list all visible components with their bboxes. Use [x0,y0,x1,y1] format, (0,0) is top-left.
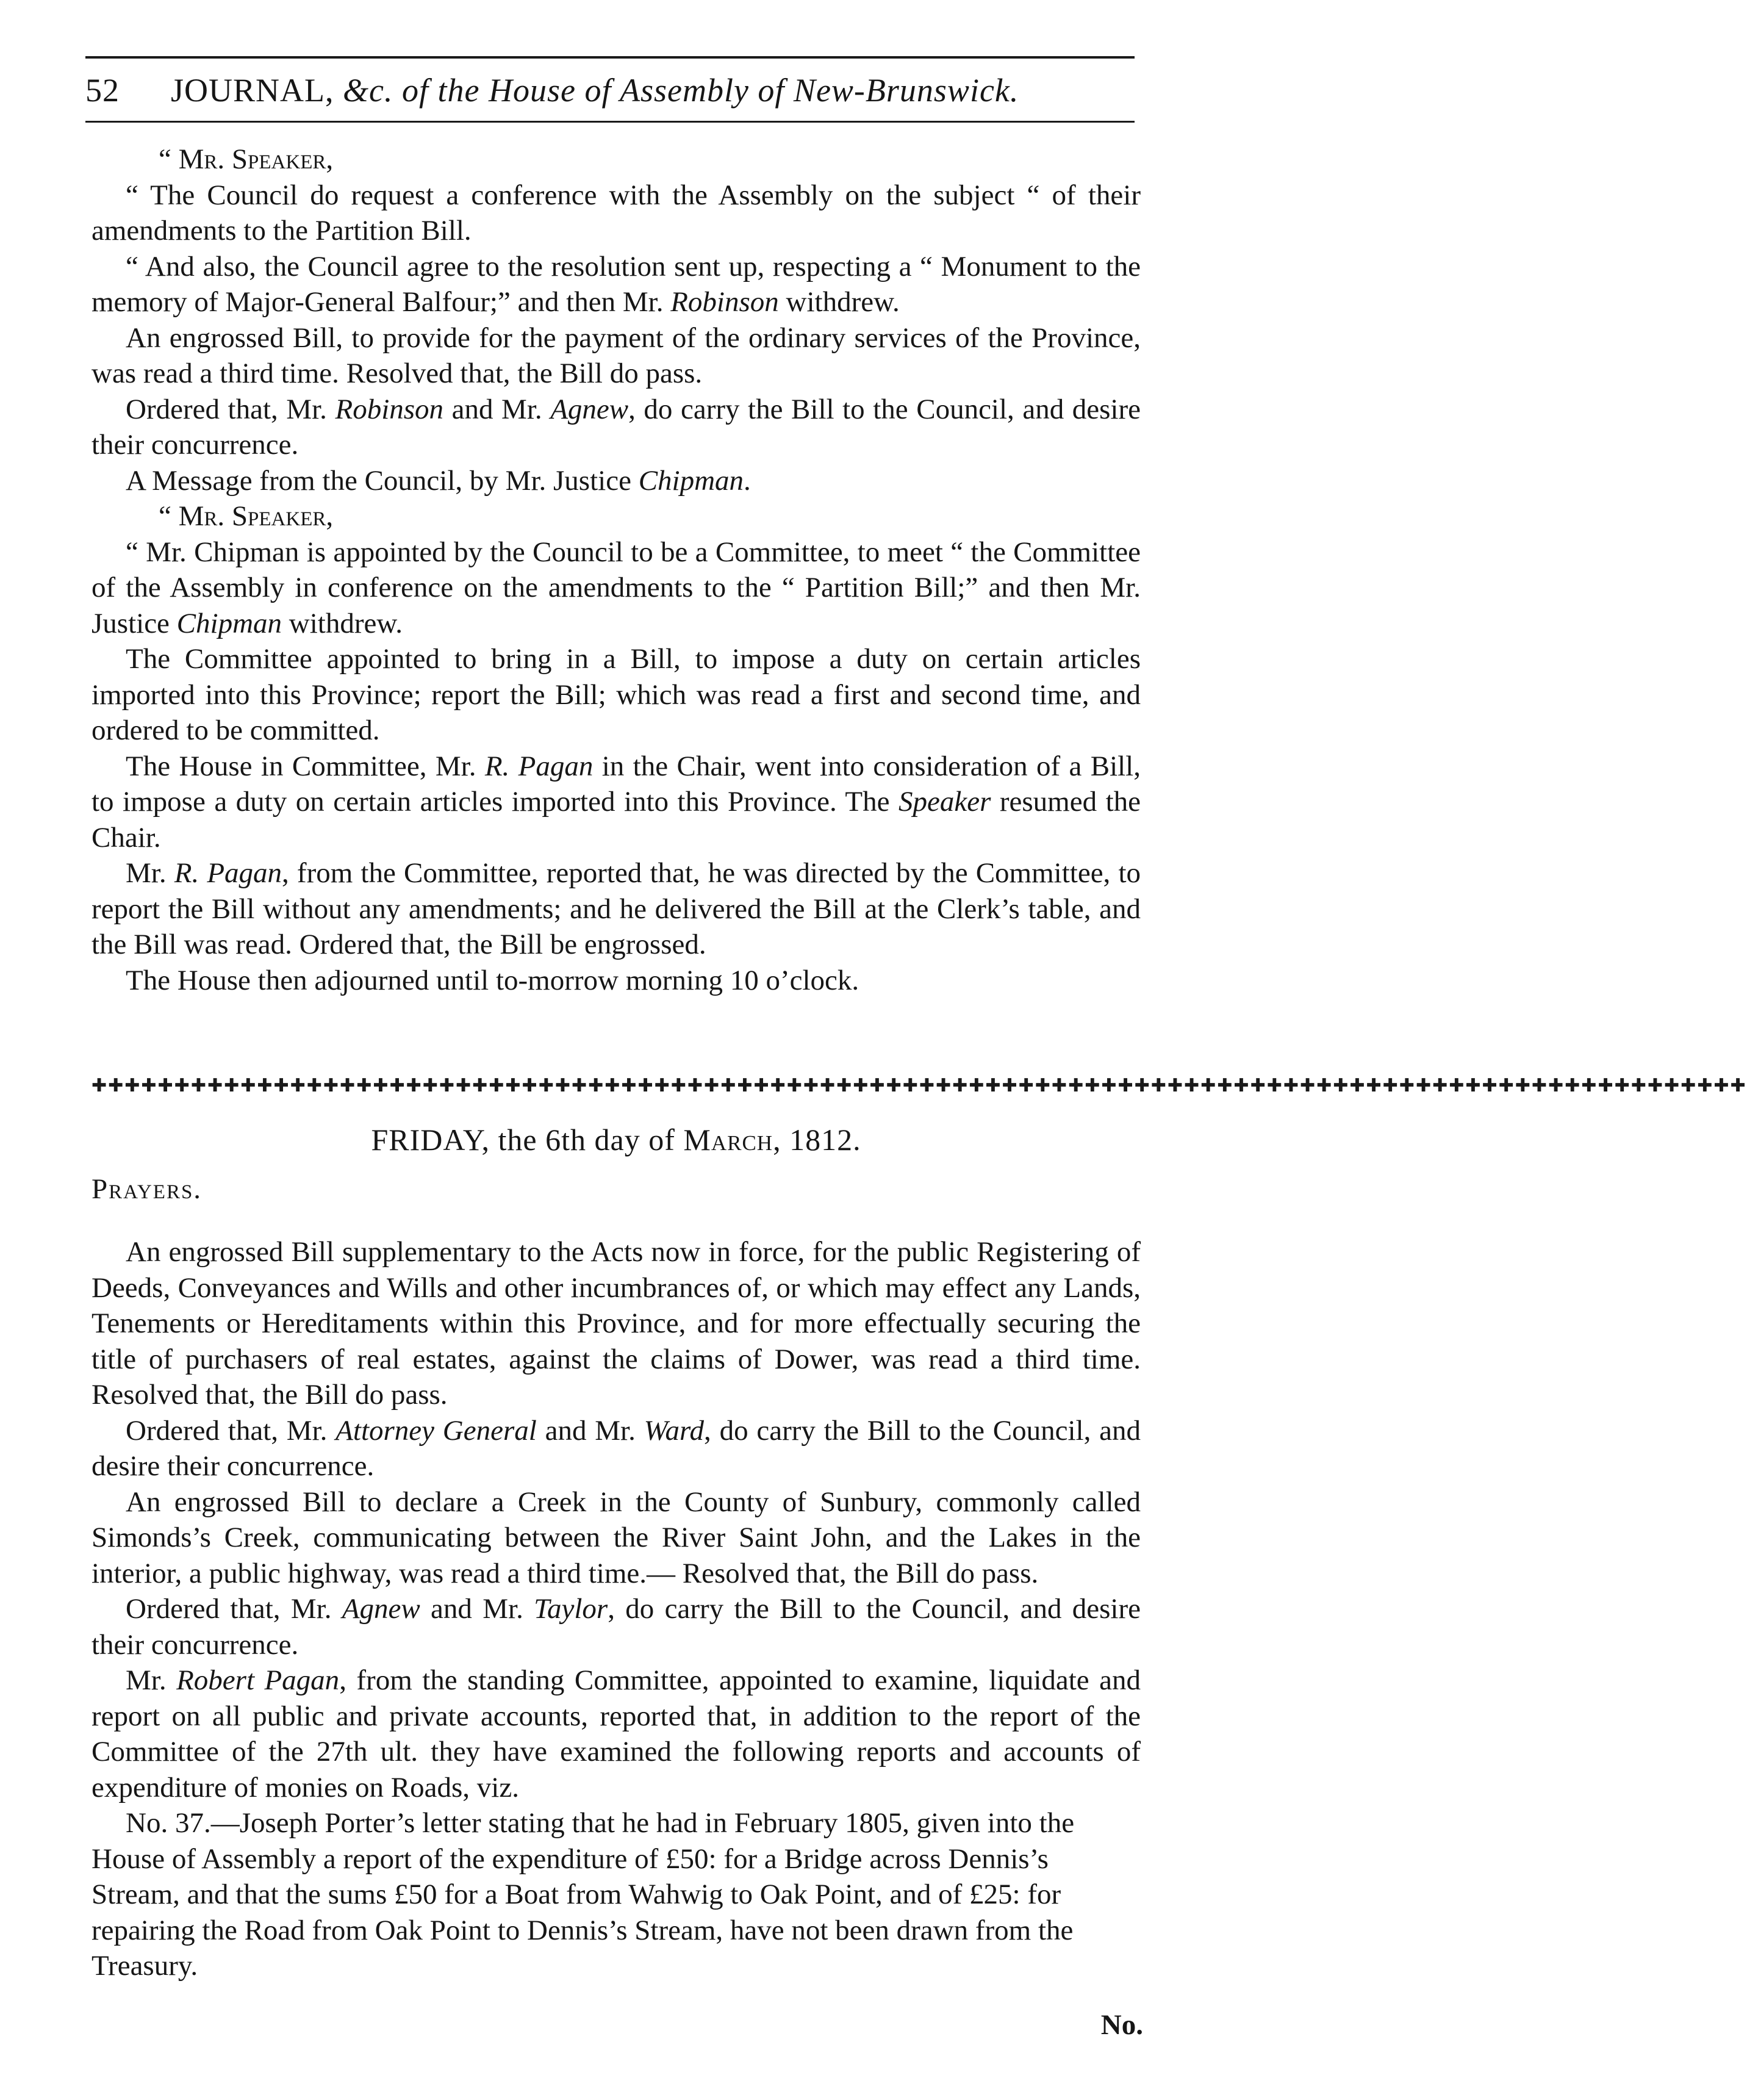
catchword: No. [1100,2009,1143,2041]
top-rule [85,56,1135,59]
accounts-committee-report: Mr. Robert Pagan, from the standing Committee, appointed to examine, liquidate and report on all public and private accounts, reported that, in addition to the report of the Committee of the 27th ult. they have examined the following reports and accounts of expenditure of monies on Roads, viz. [91,1664,1141,1803]
house-in-committee: The House in Committee, Mr. R. Pagan in the Chair, went into consideration of a Bill, to impose a duty on certain articles imported into this Province. The Speaker resumed the Chair. [91,750,1141,854]
ordinary-services-bill: An engrossed Bill, to provide for the payment of the ordinary services of the Province, was read a third time. Resolved that, the Bill do pass. [91,322,1141,389]
thursday-proceedings [91,142,1141,998]
date-heading: FRIDAY, the 6th day of March, 1812. [371,1123,861,1157]
adjournment: The House then adjourned until to-morrow morning 10 o’clock. [126,964,859,996]
attorney-general-order: Ordered that, Mr. Attorney General and Mr. Ward, do carry the Bill to the Council, and desire their concurrence. [91,1414,1141,1482]
committee-report: Mr. R. Pagan, from the Committee, reported that, he was directed by the Committee, to report the Bill without any amendments; and he delivered the Bill at the Clerk’s table, and the Bill was read. Ordered that, the Bill be engrossed. [91,857,1141,960]
carry-bill-order: Ordered that, Mr. Robinson and Mr. Agnew, do carry the Bill to the Council, and desire their concurrence. [91,393,1141,461]
header-rule [85,121,1135,123]
page-number: 52 [85,72,120,109]
council-conference-request: “ The Council do request a conference with the Assembly on the subject “ of their amendments to the Partition Bill. [91,179,1141,246]
running-title: JOURNAL, [171,72,343,109]
ornamental-divider: ✚✚✚✚✚✚✚✚✚✚✚✚✚✚✚✚✚✚✚✚✚✚✚✚✚✚✚✚✚✚✚✚✚✚✚✚✚✚✚✚✚✚✚✚✚✚✚✚✚✚✚✚✚✚✚✚✚✚✚✚✚✚✚✚✚✚✚✚✚✚✚✚✚✚✚✚✚✚✚✚✚✚✚✚✚✚✚✚✚✚✚✚✚✚✚✚✚✚✚✚ [91,1076,1747,1096]
friday-proceedings [91,1234,1141,1984]
duty-bill-report: The Committee appointed to bring in a Bill, to impose a duty on certain articles imported into this Province; report the Bill; which was read a first and second time, and ordered to be committed. [91,643,1141,746]
monument-resolution: “ And also, the Council agree to the resolution sent up, respecting a “ Monument to the memory of Major-General Balfour;” and then Mr. Robinson withdrew. [91,250,1141,318]
prayers-heading: Prayers. [91,1173,203,1205]
running-head [85,66,1135,115]
registering-deeds-bill: An engrossed Bill supplementary to the Acts now in force, for the public Registering of Deeds, Conveyances and Wills and other incumbrances of, or which may effect any Lands, Tenements or Hereditaments within this Province, and for more effectually securing the title of purchasers of real estates, against the claims of Dower, was read a third time. Resolved that, the Bill do pass. [91,1236,1141,1411]
speaker-address-2: “ Mr. Speaker, [159,500,334,532]
council-message: A Message from the Council, by Mr. Justice Chipman. [126,464,751,497]
chipman-appointment: “ Mr. Chipman is appointed by the Council to be a Committee, to meet “ the Committee of the Assembly in conference on the amendments to the “ Partition Bill;” and then Mr. Justice Chipman withdrew. [91,536,1141,639]
speaker-address: “ Mr. Speaker, [159,143,334,175]
porter-letter: No. 37.—Joseph Porter’s letter stating that he had in February 1805, given into the House of Assembly a report of the expenditure of £50: for a Bridge across Dennis’s Stream, and that the sums £50 for a Boat from Wahwig to Oak Point, and of £25: for repairing the Road from Oak Point to Dennis’s Stream, have not been drawn from the Treasury. [91,1807,1075,1982]
running-title-italic: &c. of the House of Assembly of New-Brunswick. [343,72,1019,109]
agnew-taylor-order: Ordered that, Mr. Agnew and Mr. Taylor, do carry the Bill to the Council, and desire their concurrence. [91,1593,1141,1661]
simonds-creek-bill: An engrossed Bill to declare a Creek in the County of Sunbury, commonly called Simonds’s Creek, communicating between the River Saint John, and the Lakes in the interior, a public highway, was read a third time.— Resolved that, the Bill do pass. [91,1486,1141,1589]
